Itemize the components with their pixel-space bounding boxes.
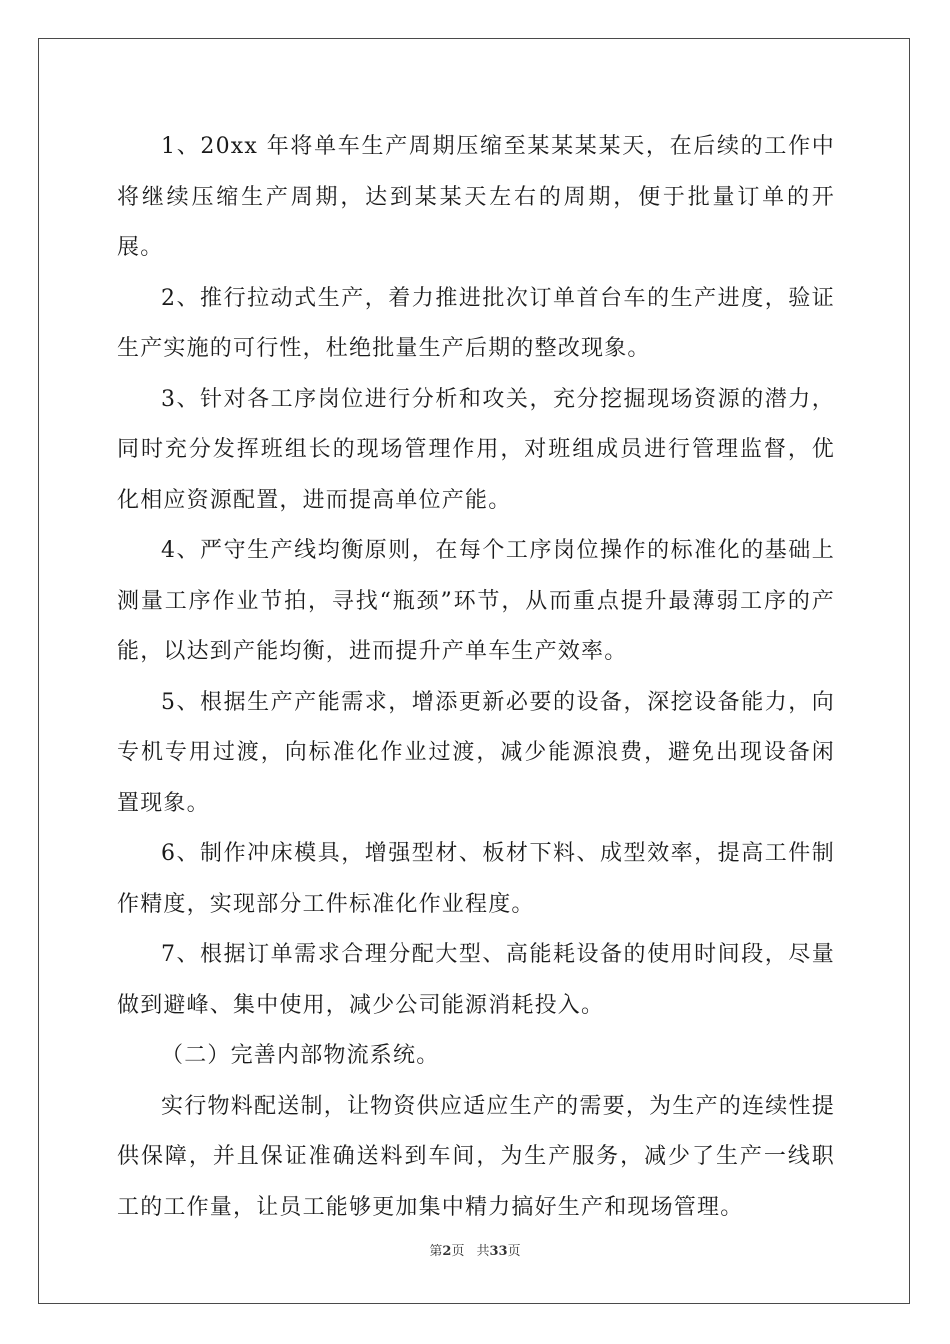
page-prefix: 第 (429, 1244, 443, 1259)
total-prefix: 共 (476, 1244, 490, 1259)
total-suffix: 页 (507, 1244, 521, 1259)
paragraph-2: 2、推行拉动式生产，着力推进批次订单首台车的生产进度，验证生产实施的可行性，杜绝批量生产后期的整改现象。 (117, 285, 835, 361)
paragraph-8: 实行物料配送制，让物资供应适应生产的需要，为生产的连续性提供保障，并且保证准确送料到车间，为生产服务，减少了生产一线职工的工作量，让员工能够更加集中精力搞好生产和现场管理。 (117, 1093, 835, 1220)
page-footer (0, 1240, 950, 1259)
paragraph-5: 5、根据生产产能需求，增添更新必要的设备，深挖设备能力，向专机专用过渡，向标准化作业过渡，减少能源浪费，避免出现设备闲置现象。 (117, 689, 835, 816)
paragraph-7: 7、根据订单需求合理分配大型、高能耗设备的使用时间段，尽量做到避峰、集中使用，减少公司能源消耗投入。 (117, 942, 835, 1018)
page-number: 2 (442, 1244, 452, 1259)
paragraph-1: 1、20xx 年将单车生产周期压缩至某某某某天，在后续的工作中将继续压缩生产周期，达到某某天左右的周期，便于批量订单的开展。 (117, 134, 835, 260)
paragraph-4: 4、严守生产线均衡原则，在每个工序岗位操作的标准化的基础上测量工序作业节拍，寻找“瓶颈”环节，从而重点提升最薄弱工序的产能，以达到产能均衡，进而提升产单车生产效率。 (117, 538, 835, 664)
section-heading: （二）完善内部物流系统。 (161, 1043, 440, 1068)
page-suffix: 页 (451, 1244, 465, 1259)
total-pages: 33 (489, 1244, 508, 1259)
paragraph-6: 6、制作冲床模具，增强型材、板材下料、成型效率，提高工件制作精度，实现部分工件标准化作业程度。 (117, 841, 835, 917)
paragraph-3: 3、针对各工序岗位进行分析和攻关，充分挖掘现场资源的潜力，同时充分发挥班组长的现场管理作用，对班组成员进行管理监督，优化相应资源配置，进而提高单位产能。 (117, 386, 835, 513)
document-body (117, 122, 835, 1233)
